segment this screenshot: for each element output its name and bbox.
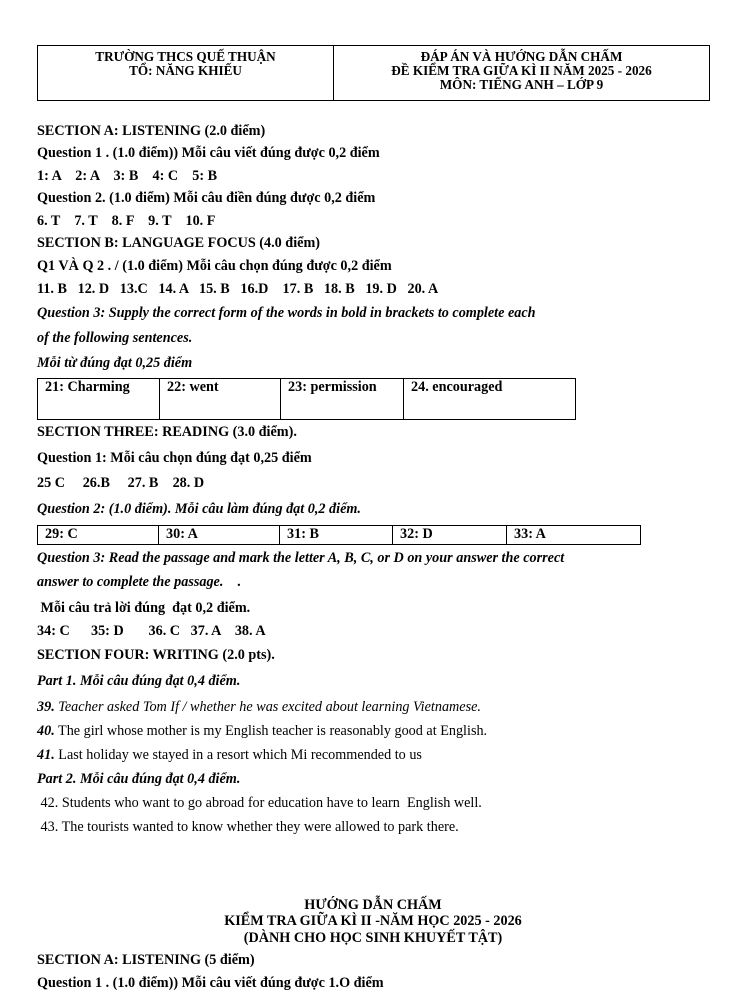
answer-text: The girl whose mother is my English teacher is reasonably good at English. xyxy=(54,723,488,739)
writing-part-2-heading: Part 2. Mỗi câu đúng đạt 0,4 điểm. xyxy=(37,771,241,787)
writing-part-1-heading: Part 1. Mỗi câu đúng đạt 0,4 điểm. xyxy=(37,673,241,689)
department-name: TỔ: NĂNG KHIẾU xyxy=(129,63,242,78)
answers-21-24-table xyxy=(37,378,576,420)
reading-question-3-instruction: Question 3: Read the passage and mark the letter A, B, C, or D on your answer the correct xyxy=(37,550,565,566)
answer-cell: 29: C xyxy=(38,526,159,545)
answers-25-28: 25 C 26.B 27. B 28. D xyxy=(37,475,205,491)
guide-note: (DÀNH CHO HỌC SINH KHUYẾT TẬT) xyxy=(243,930,503,946)
answer-cell: 23: permission xyxy=(281,379,404,420)
answer-cell: 24. encouraged xyxy=(404,379,576,420)
exam-title: ĐÁP ÁN VÀ HƯỚNG DẪN CHẤM xyxy=(420,49,623,64)
answer-cell: 21: Charming xyxy=(38,379,160,420)
question-3-instruction: Question 3: Supply the correct form of the words in bold in brackets to complete each xyxy=(37,305,536,321)
school-cell xyxy=(38,46,334,101)
exam-subtitle: ĐỀ KIỂM TRA GIỮA KÌ II NĂM 2025 - 2026 xyxy=(391,63,652,78)
reading-question-2-heading: Question 2: (1.0 điểm). Mỗi câu làm đúng đạt 0,2 điểm. xyxy=(37,501,361,517)
answer-text: Teacher asked Tom If / whether he was excited about learning Vietnamese. xyxy=(54,699,481,715)
section-a-heading: SECTION A: LISTENING (2.0 điểm) xyxy=(37,123,266,139)
writing-answer-42: 42. Students who want to go abroad for education have to learn English well. xyxy=(37,795,482,811)
scoring-note-34-38: Mỗi câu trả lời đúng đạt 0,2 điểm. xyxy=(37,600,251,616)
answer-cell: 22: went xyxy=(160,379,281,420)
q1-q2-heading: Q1 VÀ Q 2 . / (1.0 điểm) Mỗi câu chọn đúng được 0,2 điểm xyxy=(37,258,392,274)
answers-11-20: 11. B 12. D 13.C 14. A 15. B 16.D 17. B 18. B 19. D 20. A xyxy=(37,281,439,297)
section-b-heading: SECTION B: LANGUAGE FOCUS (4.0 điểm) xyxy=(37,235,320,251)
question-1-heading: Question 1 . (1.0 điểm)) Mỗi câu viết đúng được 0,2 điểm xyxy=(37,145,380,161)
section-four-heading: SECTION FOUR: WRITING (2.0 pts). xyxy=(37,647,275,663)
answer-number: 40. xyxy=(37,723,55,739)
answers-6-10: 6. T 7. T 8. F 9. T 10. F xyxy=(37,213,216,229)
answer-cell: 31: B xyxy=(280,526,393,545)
guide-subtitle: KIỂM TRA GIỮA KÌ II -NĂM HỌC 2025 - 2026 xyxy=(224,913,522,929)
question-3-instruction-cont: of the following sentences. xyxy=(37,330,193,346)
answer-number: 41. xyxy=(37,747,55,763)
reading-question-1-heading: Question 1: Mỗi câu chọn đúng đạt 0,25 điểm xyxy=(37,450,312,466)
answers-1-5: 1: A 2: A 3: B 4: C 5: B xyxy=(37,168,218,184)
answers-29-33-table xyxy=(37,525,641,545)
scoring-note-21-24: Mỗi từ đúng đạt 0,25 điểm xyxy=(37,355,193,371)
header-table xyxy=(37,45,710,101)
guide-title: HƯỚNG DẪN CHẤM xyxy=(304,897,442,913)
exam-subject: MÔN: TIẾNG ANH – LỚP 9 xyxy=(439,77,604,92)
writing-answer-39 xyxy=(37,700,481,714)
answer-number: 39. xyxy=(37,699,55,715)
section-a-heading-2: SECTION A: LISTENING (5 điểm) xyxy=(37,952,255,968)
section-three-heading: SECTION THREE: READING (3.0 điểm). xyxy=(37,424,297,440)
answer-text: Last holiday we stayed in a resort which Mi recommended to us xyxy=(54,747,422,763)
writing-answer-43: 43. The tourists wanted to know whether they were allowed to park there. xyxy=(37,819,459,835)
question-1-heading-2: Question 1 . (1.0 điểm)) Mỗi câu viết đúng được 1.O điểm xyxy=(37,975,384,991)
exam-title-cell xyxy=(334,46,710,101)
writing-answer-41 xyxy=(37,748,422,762)
answer-cell: 33: A xyxy=(507,526,641,545)
question-2-heading: Question 2. (1.0 điểm) Mỗi câu điền đúng được 0,2 điểm xyxy=(37,190,376,206)
writing-answer-40 xyxy=(37,724,487,738)
reading-question-3-instruction-cont: answer to complete the passage. . xyxy=(37,574,242,590)
answer-cell: 30: A xyxy=(159,526,280,545)
answers-34-38: 34: C 35: D 36. C 37. A 38. A xyxy=(37,623,266,639)
answer-cell: 32: D xyxy=(393,526,507,545)
school-name: TRƯỜNG THCS QUẾ THUẬN xyxy=(95,49,276,64)
